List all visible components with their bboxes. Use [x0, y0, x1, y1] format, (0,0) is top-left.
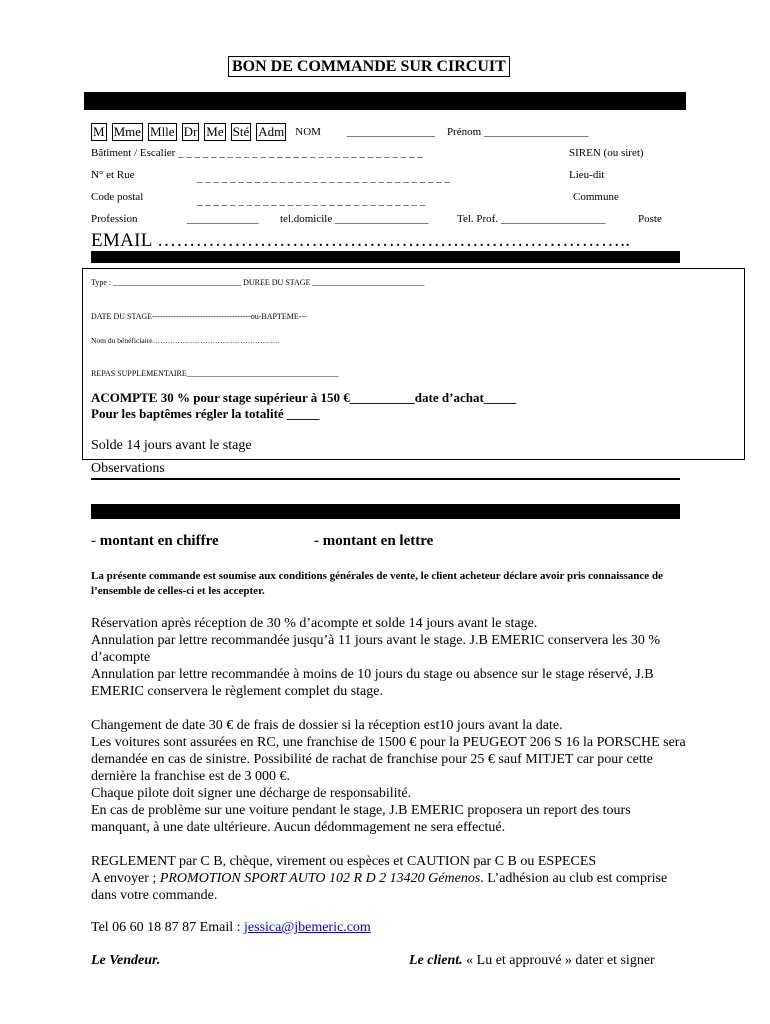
- profession-label: Profession: [91, 213, 138, 225]
- cp-label: Code postal: [91, 191, 144, 203]
- montant-lettre-label: - montant en lettre: [314, 533, 434, 549]
- civility-ste[interactable]: Sté: [232, 124, 250, 139]
- envoyer-address: PROMOTION SPORT AUTO 102 R D 2 13420 Gémenos: [159, 871, 481, 886]
- client-label: [409, 953, 655, 969]
- vendeur-label: Le Vendeur.: [91, 953, 161, 968]
- type-field[interactable]: Type : ________________________________ DUREE DU STAGE ____________________________: [91, 278, 425, 287]
- date-stage-field[interactable]: DATE DU STAGE-------------------------------------ou-BAPTEME---: [91, 312, 307, 321]
- email-link[interactable]: jessica@jbemeric.com: [244, 920, 371, 935]
- annulation-11-text: Annulation par lettre recommandée jusqu’à 11 jours avant le stage. J.B EMERIC conservera les 30 % d’acompte: [91, 633, 661, 665]
- nom-label: NOM: [295, 126, 321, 138]
- client-italic: Le client.: [409, 953, 463, 968]
- civility-m[interactable]: M: [93, 124, 105, 139]
- cp-field[interactable]: _ _ _ _ _ _ _ _ _ _ _ _ _ _ _ _ _ _ _ _ _ _ _ _ _ _ _ _: [197, 195, 426, 207]
- client-rest: « Lu et approuvé » dater et signer: [462, 953, 655, 968]
- telprof-field[interactable]: Tel. Prof. ___________________: [457, 213, 606, 225]
- beneficiaire-field[interactable]: Nom du bénéficiaire……………………………………………: [91, 336, 281, 345]
- baptemes-line: Pour les baptêmes régler la totalité _____: [91, 406, 320, 421]
- rue-label: N° et Rue: [91, 169, 135, 181]
- decharge-text: Chaque pilote doit signer une décharge de responsabilité.: [91, 786, 412, 801]
- annulation-10-text: Annulation par lettre recommandée à moins de 10 jours du stage ou absence sur le stage réservé, J.B EMERIC conservera le règlement complet du stage.: [91, 667, 654, 699]
- rue-field[interactable]: _ _ _ _ _ _ _ _ _ _ _ _ _ _ _ _ _ _ _ _ _ _ _ _ _ _ _ _ _ _ _: [197, 172, 450, 184]
- nom-field[interactable]: ________________: [346, 126, 435, 138]
- civility-dr[interactable]: Dr: [183, 124, 198, 139]
- envoyer-text: [91, 870, 686, 904]
- civility-me[interactable]: Me: [206, 124, 224, 139]
- observations-line: [91, 478, 680, 480]
- siren-label: SIREN (ou siret): [569, 147, 644, 159]
- commune-label: Commune: [573, 191, 619, 203]
- civility-adm[interactable]: Adm: [258, 124, 285, 139]
- stage-box: [82, 268, 745, 460]
- civility-mme[interactable]: Mme: [113, 124, 142, 139]
- poste-label: Poste: [638, 213, 662, 225]
- header-bar: [84, 92, 686, 110]
- amount-bar: [91, 504, 680, 519]
- reservation-text: Réservation après réception de 30 % d’acompte et solde 14 jours avant le stage.: [91, 616, 538, 631]
- acompte-line: ACOMPTE 30 % pour stage supérieur à 150 €__________date d’achat_____: [91, 390, 517, 405]
- contact-line: [91, 919, 686, 936]
- assurance-text: Les voitures sont assurées en RC, une franchise de 1500 € pour la PEUGEOT 206 S 16 la PORSCHE sera demandée en cas de sinistre. Possibilité de rachat de franchise pour 25 € sauf MITJET car pour cette dernière la franchise est de 3 000 €.: [91, 735, 686, 784]
- changement-date-text: Changement de date 30 € de frais de dossier si la réception est10 jours avant la date.: [91, 718, 563, 733]
- solde-line: Solde 14 jours avant le stage: [91, 438, 252, 453]
- conditions-text: La présente commande est soumise aux conditions générales de vente, le client acheteur déclare avoir pris connaissance de l’ensemble de celles-ci et les accepter.: [91, 570, 663, 597]
- montant-chiffre-label: - montant en chiffre: [91, 533, 219, 549]
- batiment-field[interactable]: Bâtiment / Escalier _ _ _ _ _ _ _ _ _ _ _ _ _ _ _ _ _ _ _ _ _ _ _ _ _ _ _ _ _ _: [91, 147, 423, 159]
- document-title: BON DE COMMANDE SUR CIRCUIT: [228, 56, 510, 77]
- lieudit-label: Lieu-dit: [569, 169, 605, 181]
- contact-prefix: Tel 06 60 18 87 87 Email :: [91, 920, 245, 935]
- envoyer-prefix: A envoyer ;: [91, 871, 160, 886]
- civility-row: [91, 123, 588, 141]
- reglement-text: REGLEMENT par C B, chèque, virement ou espèces et CAUTION par C B ou ESPECES: [91, 854, 597, 869]
- profession-field[interactable]: _____________: [187, 213, 259, 225]
- prenom-field[interactable]: Prénom ___________________: [446, 126, 589, 138]
- observations-label: Observations: [91, 461, 165, 476]
- teldom-field[interactable]: tel.domicile _________________: [280, 213, 429, 225]
- envoyer-suffix: . L’adhésion au club est comprise dans votre commande.: [91, 871, 668, 903]
- section-bar: [91, 251, 680, 263]
- repas-field[interactable]: REPAS SUPPLEMENTAIRE______________________________________: [91, 369, 339, 378]
- probleme-text: En cas de problème sur une voiture pendant le stage, J.B EMERIC proposera un report des tours manquant, à une date ultérieure. Aucun dédommagement ne sera effectué.: [91, 803, 631, 835]
- email-field[interactable]: EMAIL ………………………………………………………………..: [91, 230, 631, 251]
- civility-mlle[interactable]: Mlle: [150, 124, 175, 139]
